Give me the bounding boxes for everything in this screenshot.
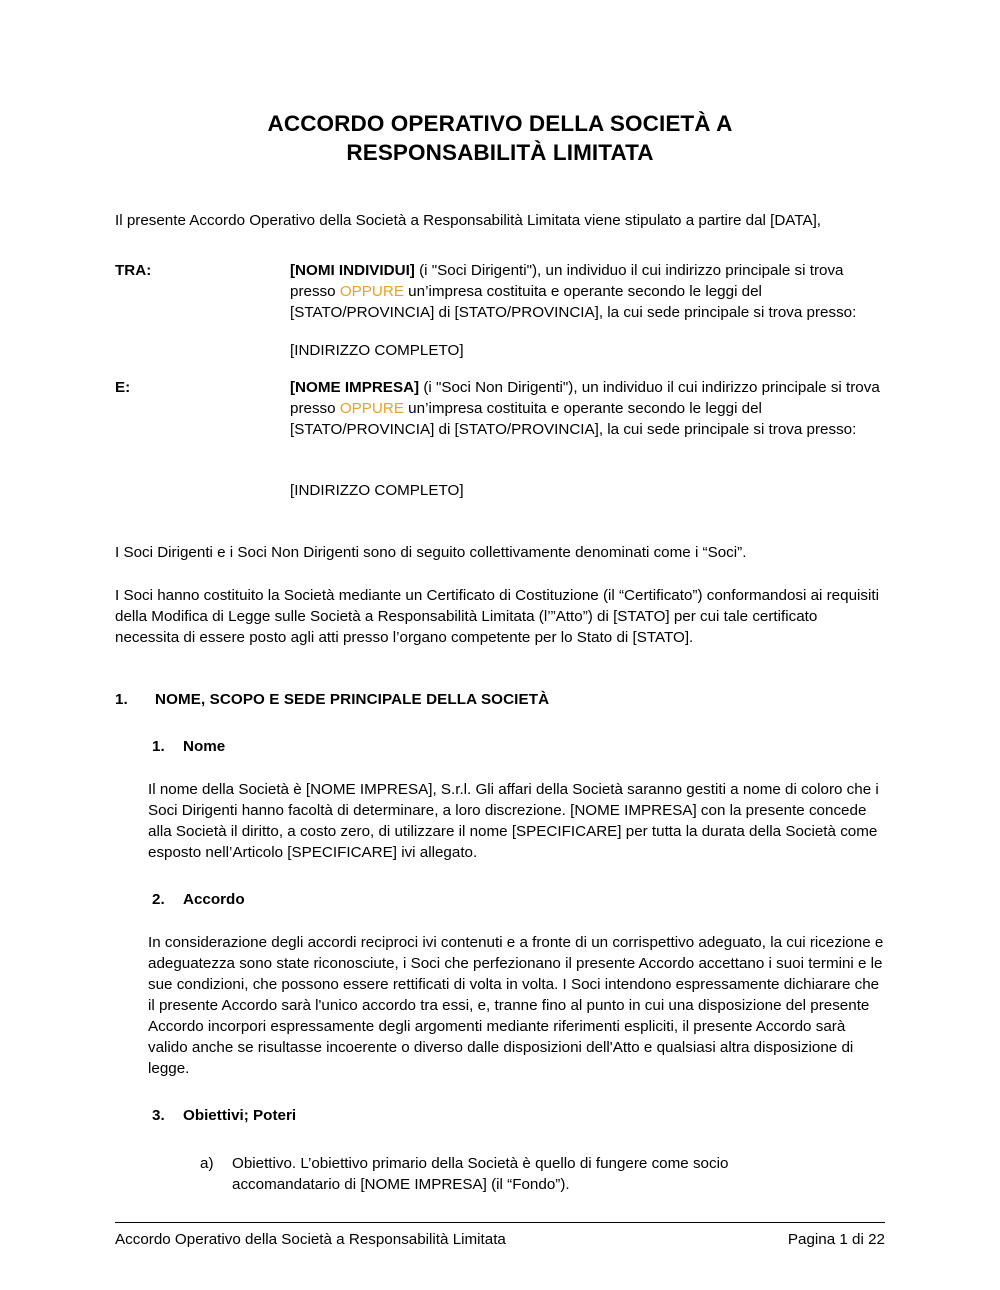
subsection-3-item-a-text: Obiettivo. L’obiettivo primario della Società è quello di fungere come socio accomandatario di [NOME IMPRESA] (il “Fondo”).	[232, 1154, 729, 1193]
section-1-title: NOME, SCOPO E SEDE PRINCIPALE DELLA SOCIETÀ	[155, 691, 550, 709]
subsection-1-heading	[152, 737, 885, 758]
subsection-2-title: Accordo	[183, 891, 245, 908]
footer-document-name: Accordo Operativo della Società a Responsabilità Limitata	[115, 1231, 506, 1248]
subsection-3-item-a-marker: a)	[200, 1154, 214, 1172]
party-first-text-before: (i "Soci Dirigenti"), un individuo il cui indirizzo principale si trova presso	[290, 261, 844, 300]
document-title-line-1: ACCORDO OPERATIVO DELLA SOCIETÀ A	[267, 111, 733, 136]
party-first-highlight-oppure: OPPURE	[339, 282, 404, 300]
party-first-text-after: un’impresa costituita e operante secondo le leggi del [STATO/PROVINCIA] di [STATO/PROVINCIA], la cui sede principale si trova presso:	[290, 282, 857, 321]
party-second-text-before: (i "Soci Non Dirigenti"), un individuo il cui indirizzo principale si trova presso	[290, 379, 880, 418]
party-label-tra: TRA:	[115, 261, 152, 279]
subsection-3-number: 3.	[152, 1106, 165, 1124]
footer-row	[115, 1230, 885, 1250]
party-label-e: E:	[115, 379, 131, 397]
party-body-second	[290, 378, 885, 502]
document-title-line-2: RESPONSABILITÀ LIMITATA	[346, 139, 654, 165]
party-row-first	[115, 261, 885, 363]
party-second-highlight-oppure: OPPURE	[339, 400, 404, 418]
party-second-address: [INDIRIZZO COMPLETO]	[290, 482, 464, 500]
party-second-description	[290, 378, 885, 441]
party-first-description	[290, 261, 885, 324]
recital-paragraph-1: I Soci Dirigenti e i Soci Non Dirigenti sono di seguito collettivamente denominati come i “Soci”.	[115, 544, 747, 562]
subsection-3-title: Obiettivi; Poteri	[183, 1106, 297, 1124]
subsection-1-number: 1.	[152, 738, 165, 756]
subsection-3-item-a	[200, 1154, 840, 1196]
subsection-3-heading	[152, 1106, 885, 1127]
recital-paragraph-2: I Soci hanno costituito la Società mediante un Certificato di Costituzione (il “Certificato”) conformandosi ai requisiti della Modifica di Legge sulle Società a Responsabilità Limitata (l’”Atto”) di [STATO] per cui tale certificato necessita di essere posto agli atti presso l’organo competente per lo Stato di [STATO].	[115, 587, 879, 647]
document-content	[115, 0, 885, 1196]
section-1-heading	[115, 690, 885, 711]
party-row-second	[115, 378, 885, 502]
intro-paragraph: Il presente Accordo Operativo della Società a Responsabilità Limitata viene stipulato a partire dal [DATA],	[115, 211, 822, 229]
parties-block	[115, 261, 885, 503]
party-body-first	[290, 261, 885, 363]
party-first-lead: [NOMI INDIVIDUI]	[290, 261, 415, 279]
subsection-2-heading	[152, 890, 885, 911]
party-second-text-after: un’impresa costituita e operante secondo le leggi del [STATO/PROVINCIA] di [STATO/PROVINCIA], la cui sede principale si trova presso:	[290, 400, 857, 439]
subsection-1-body: Il nome della Società è [NOME IMPRESA], S.r.l. Gli affari della Società saranno gestiti a nome di coloro che i Soci Dirigenti hanno facoltà di determinare, a loro discrezione. [NOME IMPRESA] con la presente concede alla Società il diritto, a costo zero, di utilizzare il nome [SPECIFICARE] per tutta la durata della Società come esposto nell’Articolo [SPECIFICARE] ivi allegato.	[148, 781, 879, 862]
party-first-address: [INDIRIZZO COMPLETO]	[290, 342, 464, 360]
footer-divider	[115, 1222, 885, 1223]
subsection-2-number: 2.	[152, 891, 165, 908]
document-title	[115, 0, 885, 168]
subsection-2-body: In considerazione degli accordi reciproci ivi contenuti e a fronte di un corrispettivo adeguato, la cui ricezione e adeguatezza sono state riconosciute, i Soci che perfezionano il presente Accordo accettano i suoi termini e le sue condizioni, che possono essere rettificati di volta in volta. I Soci intendono espressamente dichiarare che il presente Accordo sarà l'unico accordo tra essi, e, tranne fino al punto in cui una disposizione del presente Accordo incorpori espressamente degli argomenti mediante riferimenti espliciti, il presente Accordo sarà valido anche se risultasse incoerente o diverso dalle disposizioni dell'Atto e qualsiasi altra disposizione di legge.	[148, 933, 884, 1077]
page-footer	[115, 1222, 885, 1250]
section-1-number: 1.	[115, 691, 128, 709]
party-second-lead: [NOME IMPRESA]	[290, 379, 420, 397]
subsection-1-title: Nome	[183, 738, 226, 756]
footer-page-number: Pagina 1 di 22	[787, 1231, 885, 1248]
